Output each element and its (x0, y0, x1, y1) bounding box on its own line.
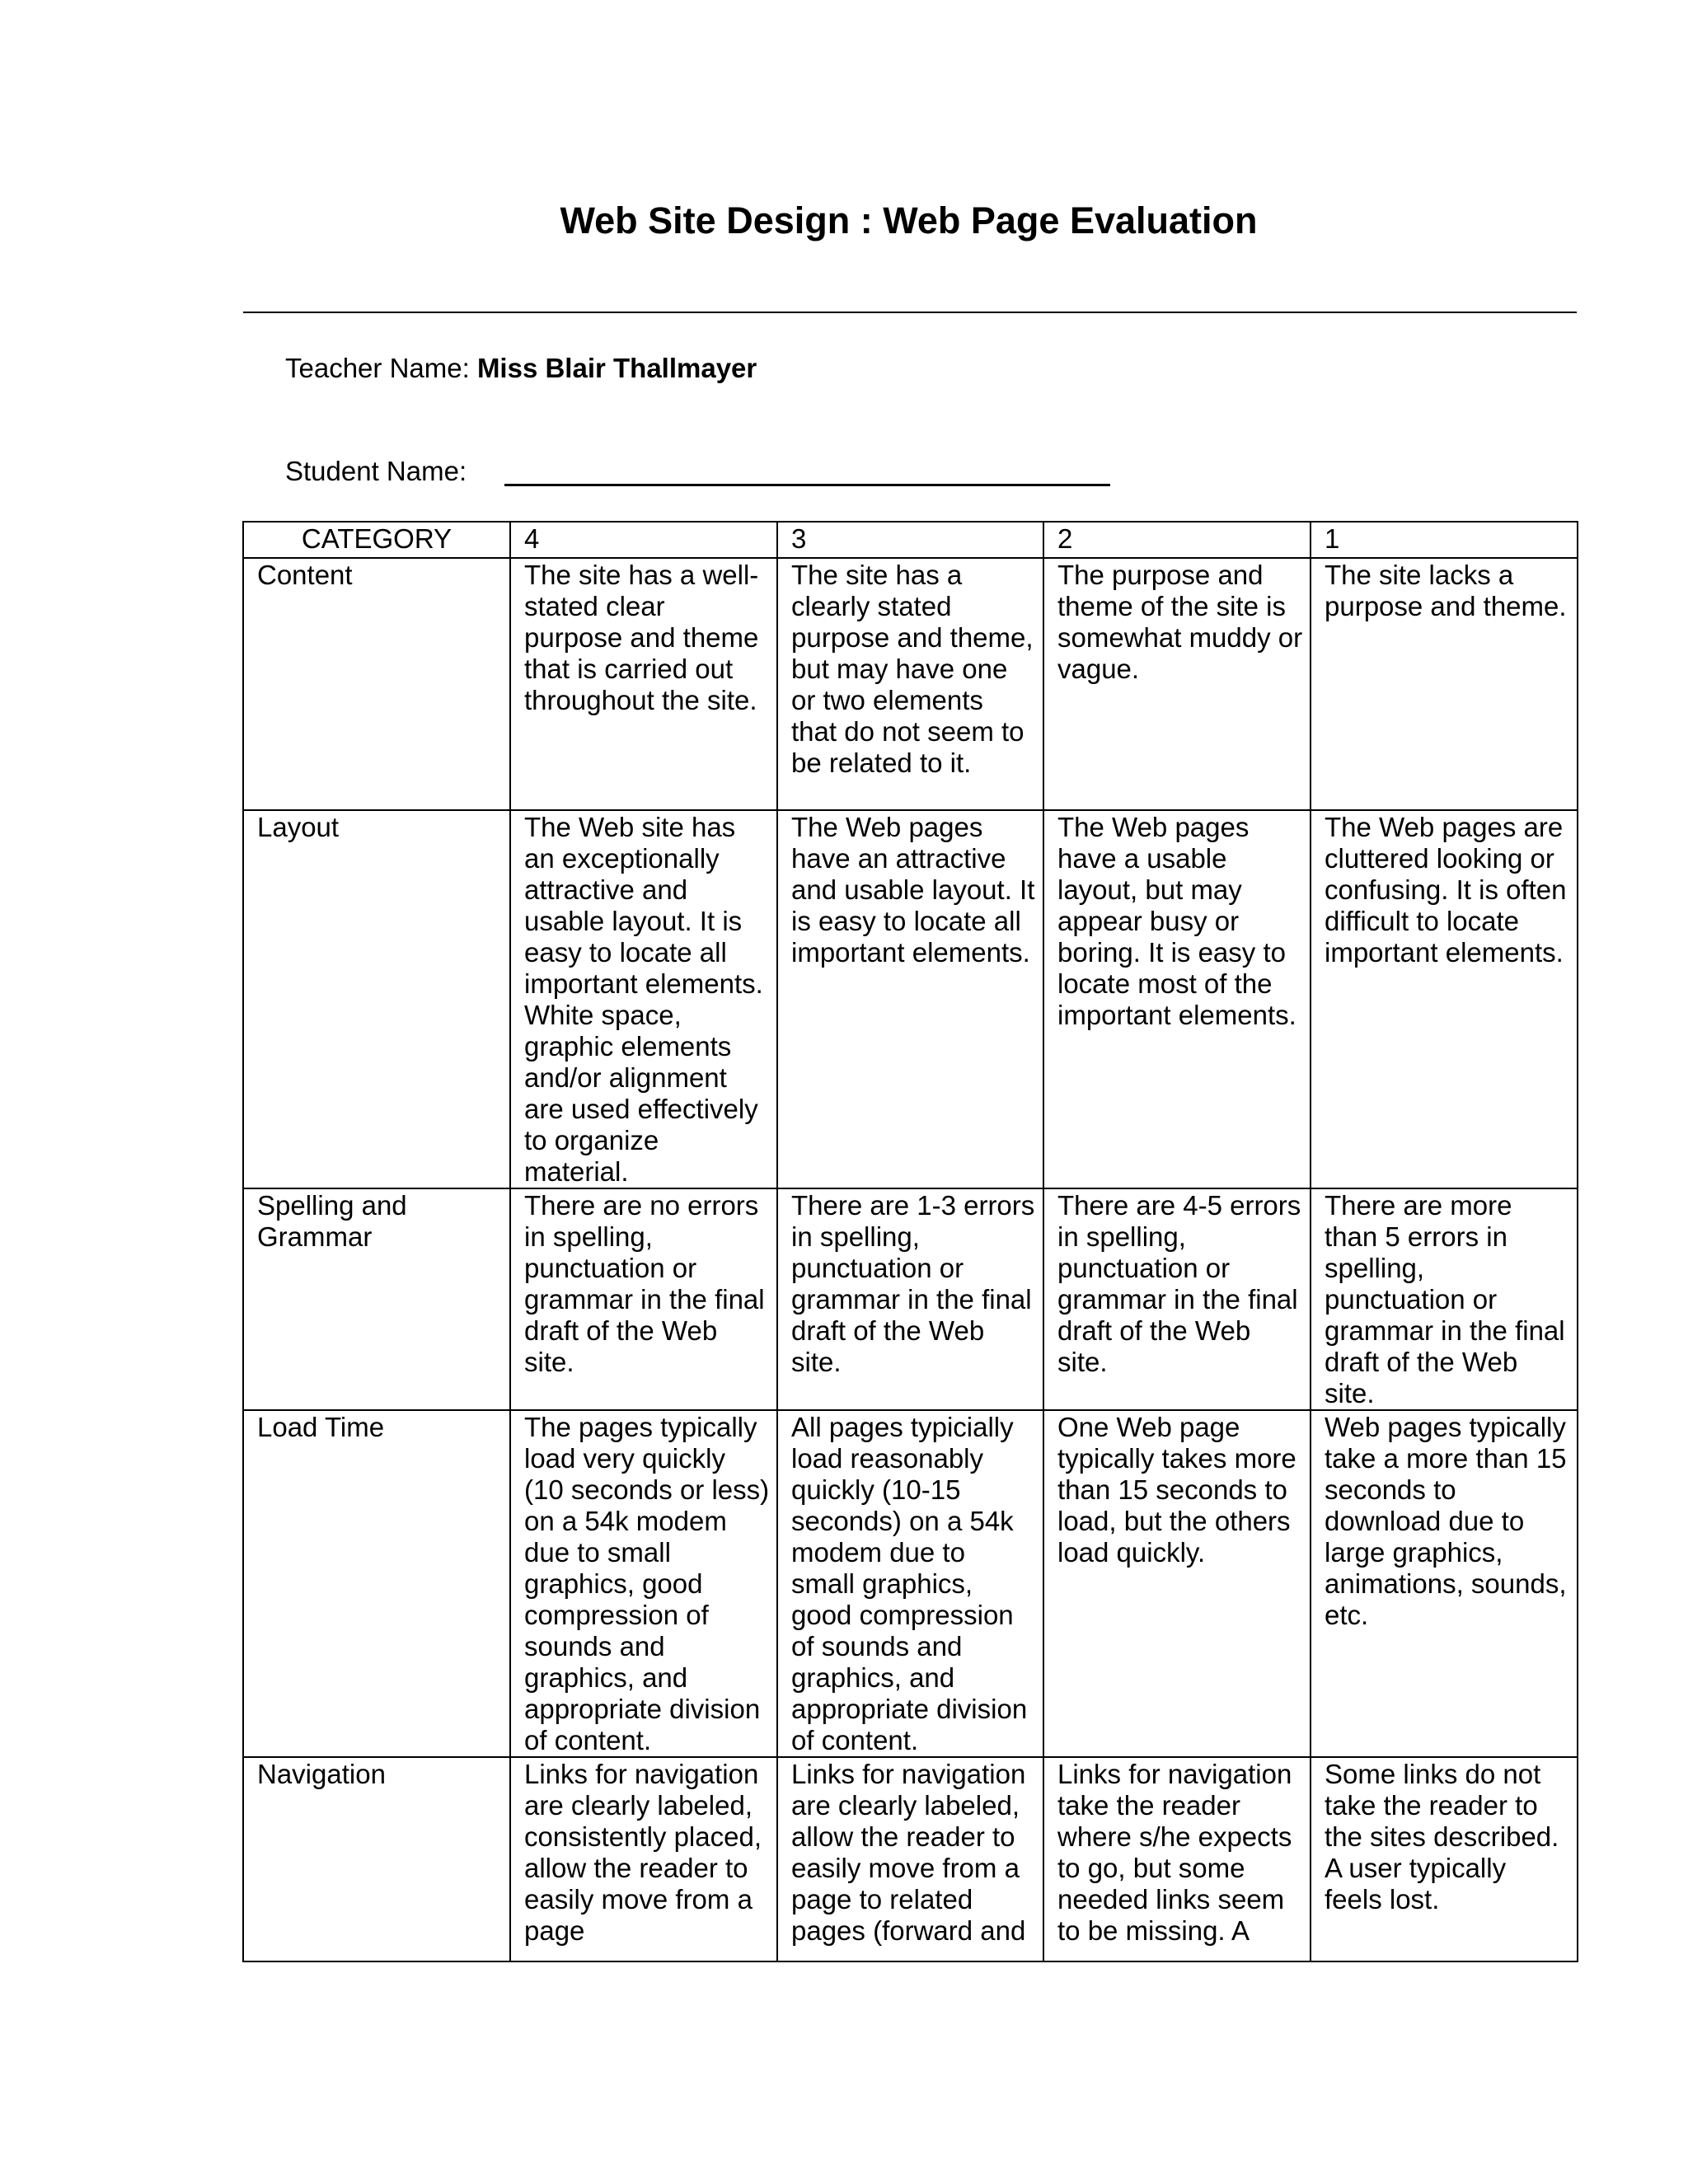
teacher-name-value: Miss Blair Thallmayer (476, 353, 757, 383)
header-score-2: 2 (1043, 522, 1311, 558)
score-4-cell: The pages typically load very quickly (10 seconds or less) on a 54k modem due to small graphics, good compression of sounds and graphics, and appropriate division of content. (510, 1410, 777, 1757)
category-cell: Layout (243, 810, 510, 1188)
student-name-row (285, 456, 467, 487)
score-3-cell: All pages typicially load reasonably quickly (10-15 seconds) on a 54k modem due to small graphics, good compression of sounds and graphics, and appropriate division of content. (777, 1410, 1043, 1757)
header-category: CATEGORY (243, 522, 510, 558)
header-score-3: 3 (777, 522, 1043, 558)
score-4-cell: There are no errors in spelling, punctuation or grammar in the final draft of the Web site. (510, 1188, 777, 1410)
teacher-name-row (285, 353, 757, 384)
header-score-1: 1 (1311, 522, 1578, 558)
score-1-cell: The Web pages are cluttered looking or confusing. It is often difficult to locate important elements. (1311, 810, 1578, 1188)
category-cell: Spelling and Grammar (243, 1188, 510, 1410)
score-3-cell: Links for navigation are clearly labeled, allow the reader to easily move from a page to related pages (forward and (777, 1757, 1043, 1961)
header-score-4: 4 (510, 522, 777, 558)
rubric-row-spelling-and-grammar (243, 1188, 1578, 1410)
rubric-row-load-time (243, 1410, 1578, 1757)
category-cell: Navigation (243, 1757, 510, 1961)
score-4-cell: The site has a well-stated clear purpose and theme that is carried out throughout the site. (510, 558, 777, 810)
student-name-label: Student Name: (285, 456, 467, 486)
rubric-row-content (243, 558, 1578, 810)
title-divider (243, 312, 1577, 313)
score-2-cell: The purpose and theme of the site is somewhat muddy or vague. (1043, 558, 1311, 810)
score-4-cell: The Web site has an exceptionally attractive and usable layout. It is easy to locate all important elements. White space, graphic elements and/or alignment are used effectively to organize material. (510, 810, 777, 1188)
page-title: Web Site Design : Web Page Evaluation (560, 199, 1258, 241)
score-1-cell: Web pages typically take a more than 15 seconds to download due to large graphics, animations, sounds, etc. (1311, 1410, 1578, 1757)
score-2-cell: One Web page typically takes more than 15 seconds to load, but the others load quickly. (1043, 1410, 1311, 1757)
student-name-line (504, 484, 1110, 486)
score-1-cell: Some links do not take the reader to the sites described. A user typically feels lost. (1311, 1757, 1578, 1961)
score-2-cell: There are 4-5 errors in spelling, punctuation or grammar in the final draft of the Web site. (1043, 1188, 1311, 1410)
score-3-cell: The site has a clearly stated purpose and theme, but may have one or two elements that do not seem to be related to it. (777, 558, 1043, 810)
score-4-cell: Links for navigation are clearly labeled, consistently placed, allow the reader to easily move from a page (510, 1757, 777, 1961)
score-3-cell: The Web pages have an attractive and usable layout. It is easy to locate all important elements. (777, 810, 1043, 1188)
teacher-name-label: Teacher Name: (285, 353, 477, 383)
rubric-row-layout (243, 810, 1578, 1188)
score-2-cell: Links for navigation take the reader where s/he expects to go, but some needed links seem to be missing. A (1043, 1757, 1311, 1961)
score-1-cell: There are more than 5 errors in spelling, punctuation or grammar in the final draft of the Web site. (1311, 1188, 1578, 1410)
rubric-row-navigation (243, 1757, 1578, 1961)
category-cell: Content (243, 558, 510, 810)
category-cell: Load Time (243, 1410, 510, 1757)
rubric-header-row (243, 522, 1578, 558)
score-2-cell: The Web pages have a usable layout, but may appear busy or boring. It is easy to locate most of the important elements. (1043, 810, 1311, 1188)
rubric-table (242, 521, 1578, 1962)
score-3-cell: There are 1-3 errors in spelling, punctuation or grammar in the final draft of the Web site. (777, 1188, 1043, 1410)
score-1-cell: The site lacks a purpose and theme. (1311, 558, 1578, 810)
